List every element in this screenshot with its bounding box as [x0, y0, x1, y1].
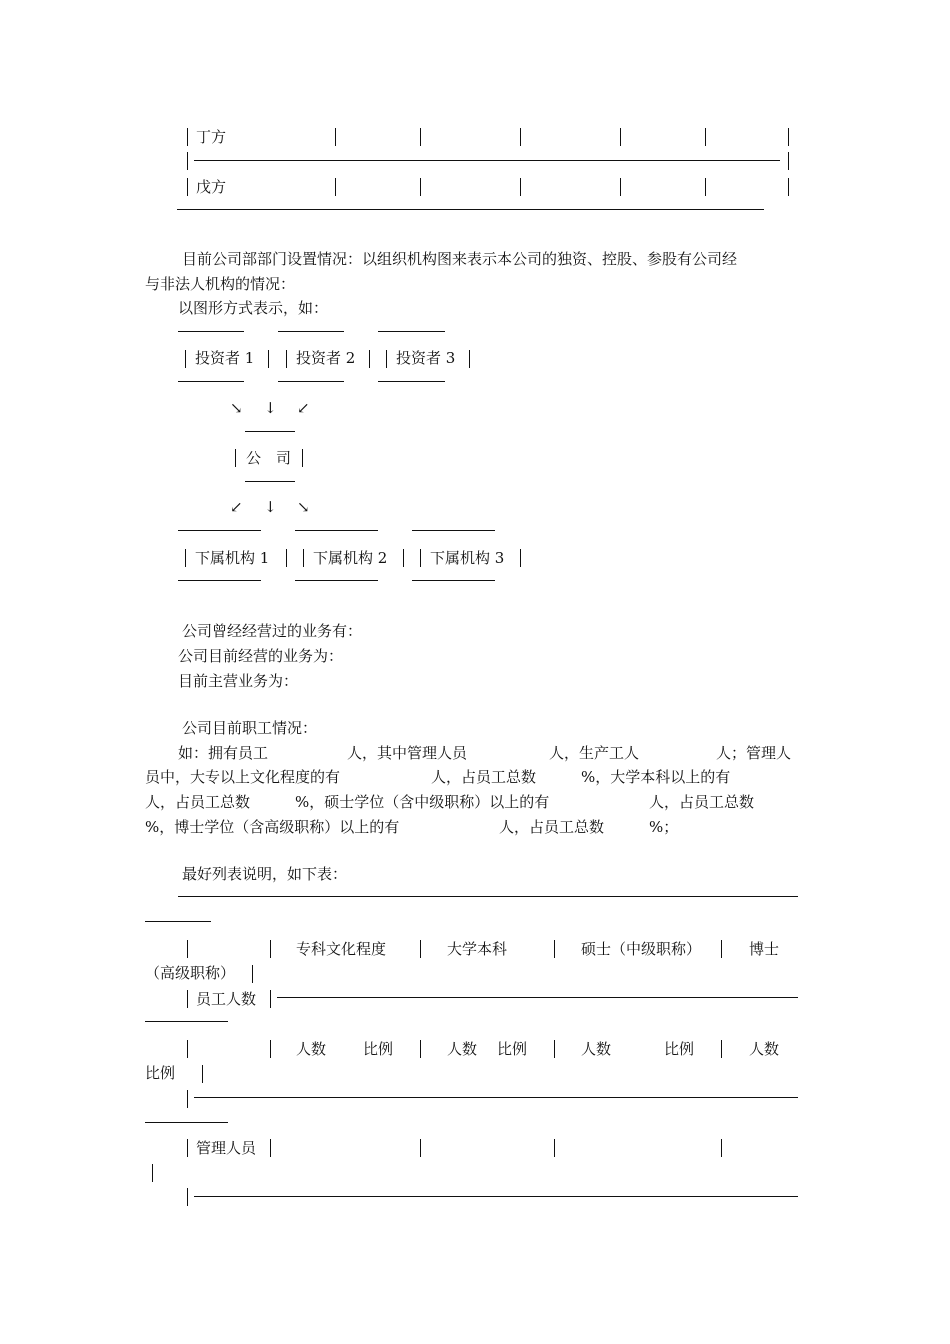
- table-border: [520, 178, 521, 196]
- table-border: [187, 1139, 188, 1157]
- business-current: 公司目前经营的业务为：: [178, 647, 344, 665]
- box-side: [369, 350, 370, 368]
- table-border: [202, 1065, 203, 1083]
- table-border: [187, 152, 188, 170]
- table-border: [420, 1040, 421, 1058]
- investor-3: 投资者 3: [396, 349, 456, 367]
- header-doctor: 博士: [749, 940, 780, 958]
- table-rule: [145, 921, 211, 922]
- header-master: 硕士（中级职称）: [581, 940, 702, 958]
- header-junior-college: 专科文化程度: [296, 940, 387, 958]
- org-hint: 以图形方式表示，如：: [178, 299, 329, 317]
- row-managers: 管理人员: [196, 1139, 257, 1157]
- table-rule: [194, 1196, 798, 1197]
- table-rule: [178, 896, 798, 897]
- table-border: [270, 990, 271, 1008]
- table-border: [152, 1164, 153, 1182]
- table-border: [187, 178, 188, 196]
- subsidiary-1: 下属机构 1: [195, 549, 270, 567]
- arrow-down-left-icon: ↙: [297, 399, 310, 417]
- staff-title: 公司目前职工情况：: [182, 719, 318, 737]
- org-intro-line2: 与非法人机构的情况：: [145, 275, 296, 293]
- table-border: [705, 178, 706, 196]
- box-side: [469, 350, 470, 368]
- staff-text: 人，占员工总数: [499, 818, 605, 836]
- box-bottom: [412, 580, 495, 581]
- sub-count: 人数: [581, 1040, 612, 1058]
- table-border: [187, 1090, 188, 1108]
- table-rule: [145, 1021, 228, 1022]
- table-border: [620, 128, 621, 146]
- arrow-down-icon: ↓: [264, 498, 277, 516]
- table-border: [270, 1139, 271, 1157]
- box-side: [286, 549, 287, 567]
- table-border: [420, 128, 421, 146]
- staff-text: %，大学本科以上的有: [581, 768, 731, 786]
- table-border: [788, 152, 789, 170]
- box-bottom: [378, 381, 445, 382]
- subsidiary-2: 下属机构 2: [313, 549, 388, 567]
- row-employees: 员工人数: [196, 990, 257, 1008]
- sub-ratio: 比例: [497, 1040, 528, 1058]
- arrow-down-left-icon: ↙: [230, 498, 243, 516]
- box-side: [420, 549, 421, 567]
- table-border: [187, 128, 188, 146]
- staff-text: 人；管理人: [716, 744, 792, 762]
- arrow-down-right-icon: ↘: [297, 498, 310, 516]
- box-side: [185, 350, 186, 368]
- box-bottom: [295, 580, 378, 581]
- table-rule: [194, 1097, 798, 1098]
- staff-text: %；: [649, 818, 679, 836]
- table-border: [554, 1139, 555, 1157]
- table-border: [721, 1139, 722, 1157]
- staff-text: 人，占员工总数: [649, 793, 755, 811]
- box-top: [412, 530, 495, 531]
- staff-text: %，博士学位（含高级职称）以上的有: [145, 818, 400, 836]
- box-side: [286, 350, 287, 368]
- sub-ratio: 比例: [664, 1040, 695, 1058]
- box-side: [302, 449, 303, 467]
- table-border: [620, 178, 621, 196]
- table-border: [335, 128, 336, 146]
- box-side: [386, 350, 387, 368]
- table-border: [270, 940, 271, 958]
- box-bottom: [278, 381, 344, 382]
- box-top: [295, 530, 378, 531]
- table-rule: [145, 1122, 228, 1123]
- sub-count: 人数: [296, 1040, 327, 1058]
- staff-text: 员中，大专以上文化程度的有: [145, 768, 341, 786]
- box-bottom: [245, 481, 295, 482]
- staff-text: 人，占员工总数: [431, 768, 537, 786]
- box-top: [378, 331, 445, 332]
- box-top: [178, 530, 261, 531]
- box-top: [278, 331, 344, 332]
- header-doctor-wrap: （高级职称）: [145, 964, 236, 982]
- table-border: [788, 178, 789, 196]
- company-box: 公 司: [246, 449, 292, 467]
- org-intro-line1: 目前公司部部门设置情况：以组织机构图来表示本公司的独资、控股、参股有公司经: [182, 250, 738, 268]
- table-border: [335, 178, 336, 196]
- sub-count: 人数: [749, 1040, 780, 1058]
- staff-text: 如：拥有员工: [178, 744, 269, 762]
- table-intro: 最好列表说明，如下表：: [182, 865, 348, 883]
- sub-ratio: 比例: [145, 1064, 176, 1082]
- table-border: [705, 128, 706, 146]
- sub-count: 人数: [447, 1040, 478, 1058]
- business-main: 目前主营业务为：: [178, 672, 299, 690]
- table-border: [721, 940, 722, 958]
- table-border: [270, 1040, 271, 1058]
- table-border: [788, 128, 789, 146]
- subsidiary-3: 下属机构 3: [430, 549, 505, 567]
- business-past: 公司曾经经营过的业务有：: [182, 622, 363, 640]
- investor-1: 投资者 1: [195, 349, 255, 367]
- box-bottom: [178, 381, 244, 382]
- table-border: [554, 1040, 555, 1058]
- table-border: [187, 1188, 188, 1206]
- table-divider: [194, 160, 780, 161]
- arrow-down-icon: ↓: [264, 399, 277, 417]
- box-side: [235, 449, 236, 467]
- table-cell-wu: 戊方: [196, 178, 227, 196]
- staff-text: 人，占员工总数: [145, 793, 251, 811]
- box-side: [185, 549, 186, 567]
- table-border: [187, 990, 188, 1008]
- table-cell-ding: 丁方: [196, 128, 227, 146]
- table-border: [420, 178, 421, 196]
- table-border: [520, 128, 521, 146]
- header-bachelor: 大学本科: [447, 940, 508, 958]
- table-border: [554, 940, 555, 958]
- table-border: [252, 965, 253, 983]
- box-side: [520, 549, 521, 567]
- staff-text: %，硕士学位（含中级职称）以上的有: [295, 793, 550, 811]
- box-side: [303, 549, 304, 567]
- box-side: [403, 549, 404, 567]
- investor-2: 投资者 2: [296, 349, 356, 367]
- table-border: [187, 1040, 188, 1058]
- table-border: [420, 1139, 421, 1157]
- box-top: [245, 431, 295, 432]
- staff-text: 人，生产工人: [549, 744, 640, 762]
- table-border: [420, 940, 421, 958]
- table-bottom-rule: [177, 209, 764, 210]
- box-top: [178, 331, 244, 332]
- table-border: [187, 940, 188, 958]
- sub-ratio: 比例: [363, 1040, 394, 1058]
- table-rule: [277, 997, 798, 998]
- table-border: [721, 1040, 722, 1058]
- box-side: [268, 350, 269, 368]
- arrow-down-right-icon: ↘: [230, 399, 243, 417]
- staff-text: 人，其中管理人员: [347, 744, 468, 762]
- box-bottom: [178, 580, 261, 581]
